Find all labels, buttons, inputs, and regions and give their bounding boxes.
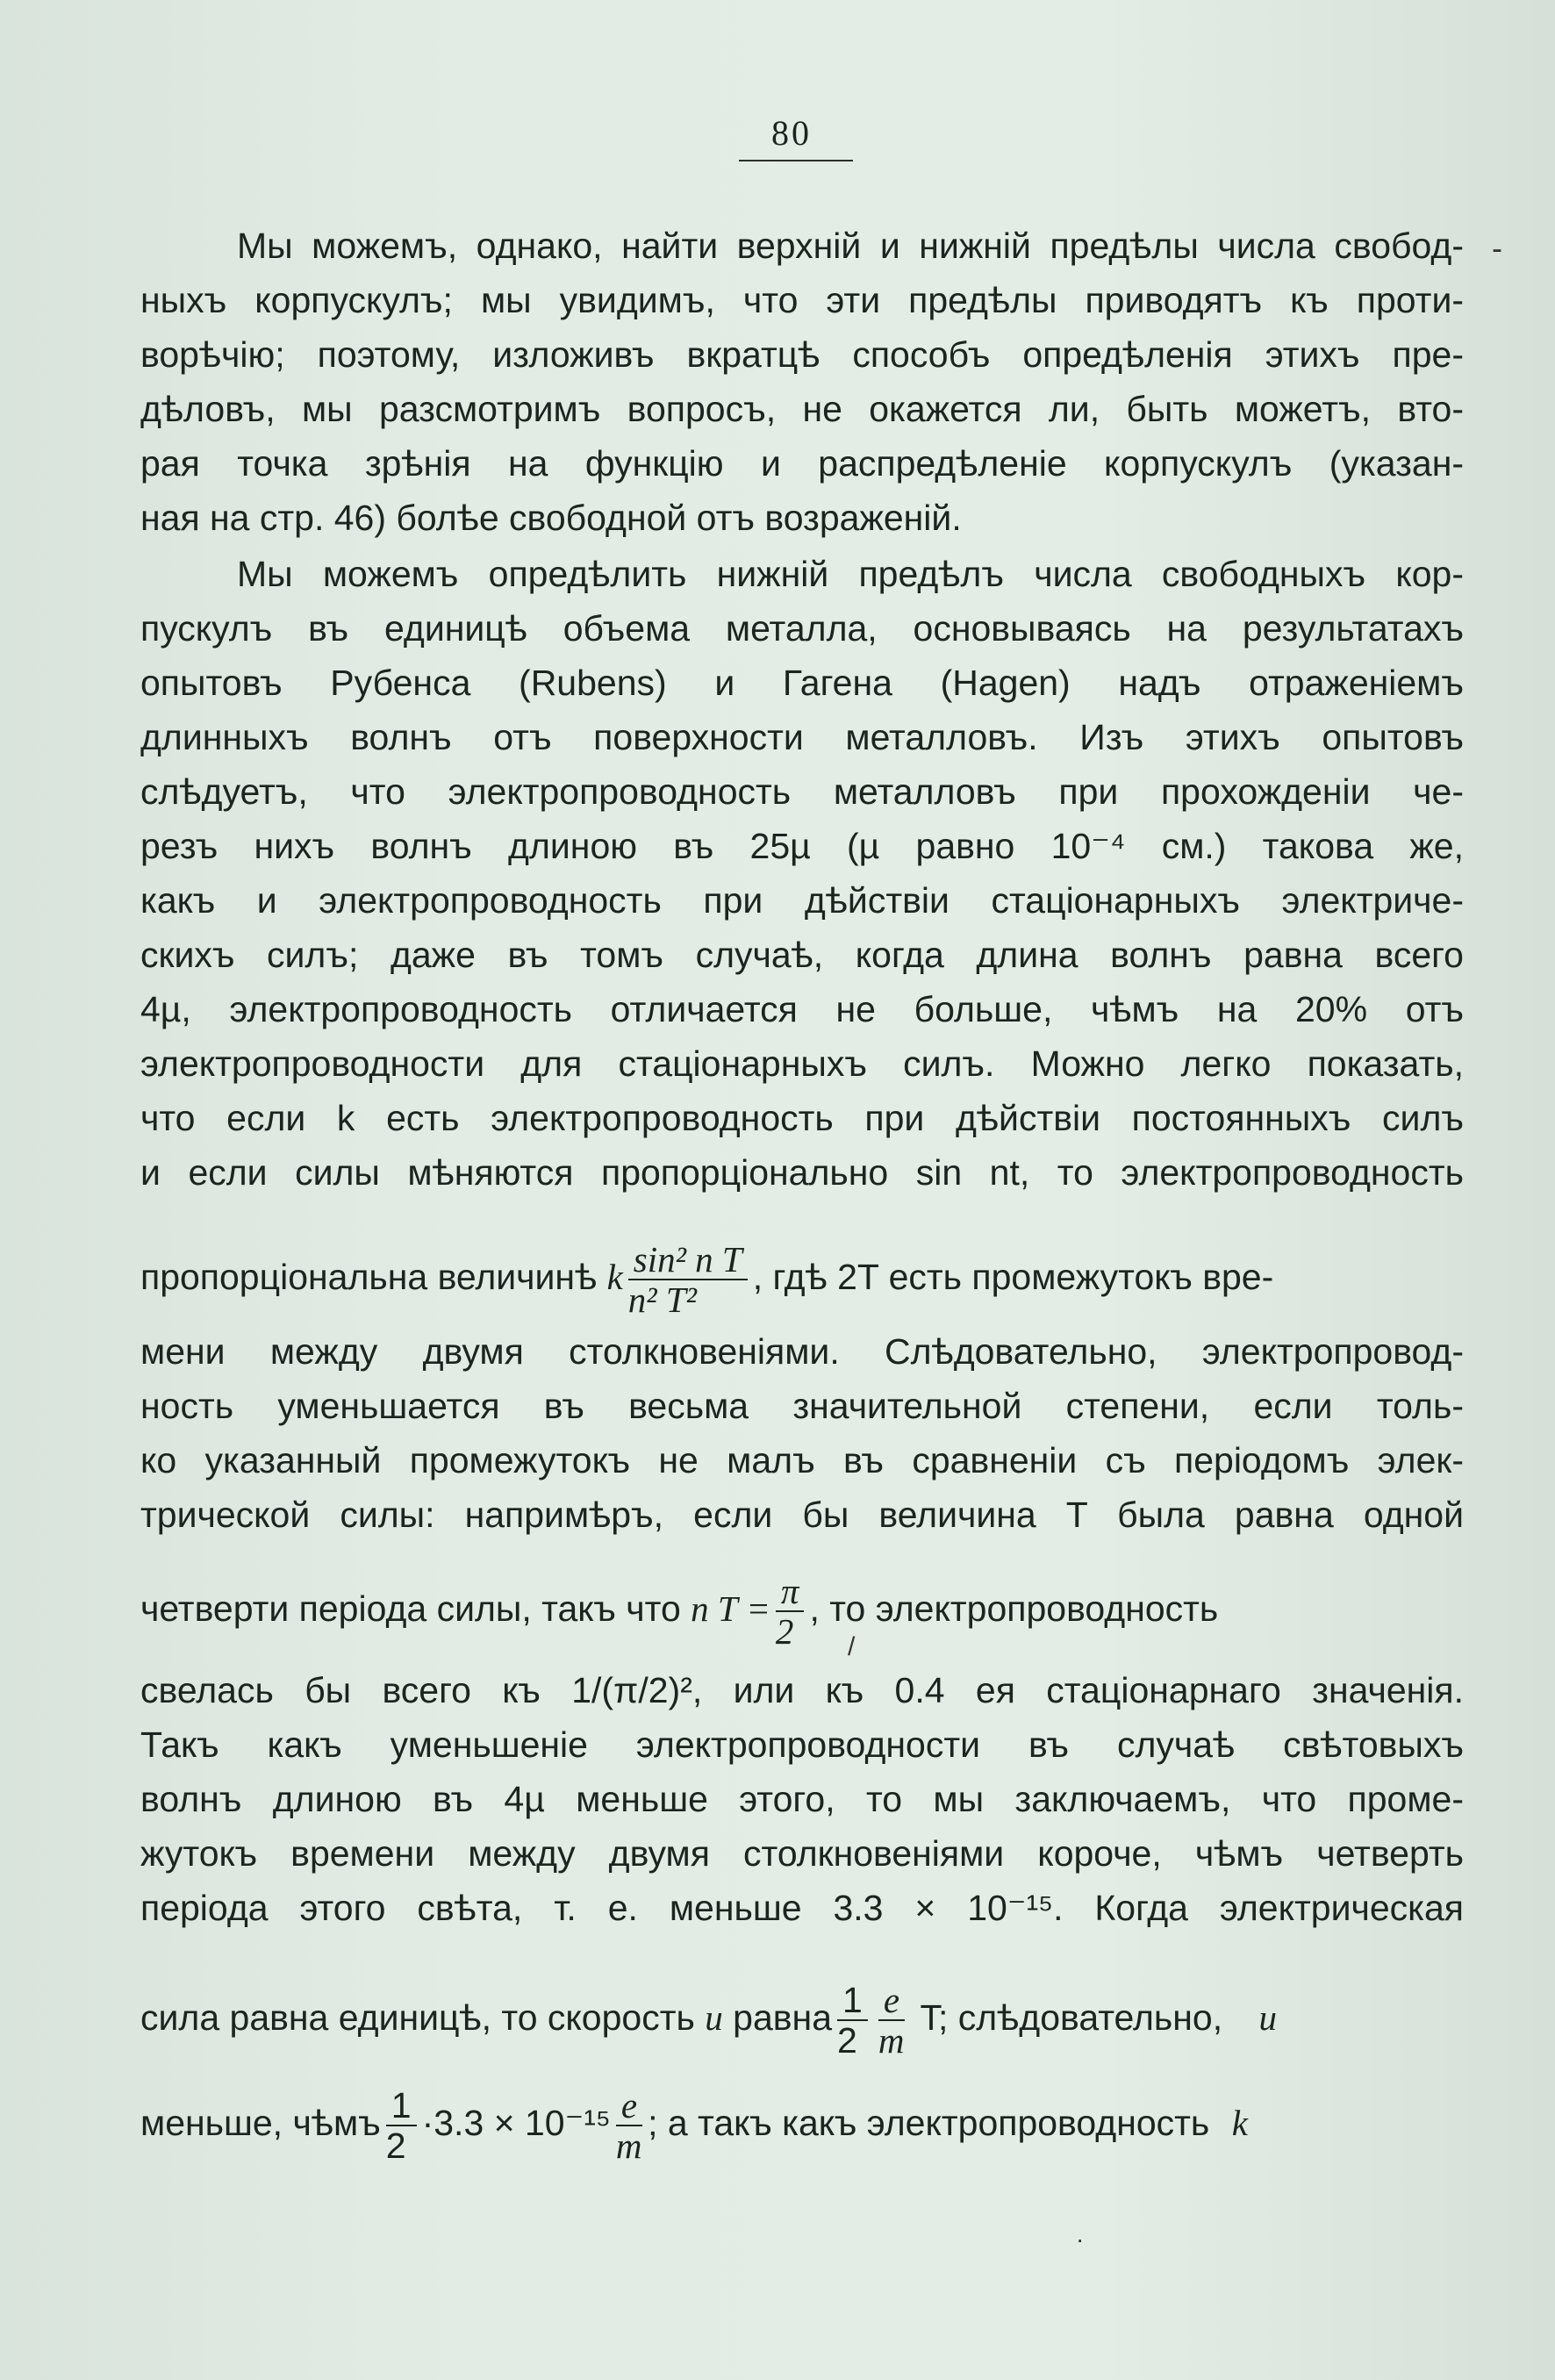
- margin-speck: ‐: [1492, 230, 1502, 266]
- formula-line: [140, 1229, 1464, 1325]
- text-line: 4µ, электропроводность отличается не больше, чѣмъ на 20% отъ: [140, 989, 1464, 1029]
- text-line: резъ нихъ волнъ длиною въ 25µ (µ равно 10⁻⁴ см.) такова же,: [140, 826, 1464, 866]
- text-line: и если силы мѣняются пропорціонально sin nt, то электропроводность: [140, 1152, 1464, 1193]
- text-line: Мы можемъ, однако, найти верхній и нижній предѣлы числа свобод-: [237, 226, 1464, 266]
- math-fraction: [628, 1240, 748, 1319]
- formula-text: четверти періода силы, такъ что: [140, 1588, 681, 1629]
- text-line: ная на стр. 46) болѣе свободной отъ возраженій.: [140, 498, 962, 538]
- math-variable: k: [606, 1257, 623, 1297]
- text-line: пускулъ въ единицѣ объема металла, основываясь на результатахъ: [140, 608, 1464, 649]
- formula-text: меньше, чѣмъ: [140, 2103, 381, 2143]
- formula-text: T; слѣдовательно,: [920, 1997, 1223, 2038]
- math-variable: k: [1231, 2103, 1248, 2143]
- text-line: ность уменьшается въ весьма значительной степени, если толь-: [140, 1386, 1464, 1426]
- math-fraction: [776, 1572, 805, 1651]
- formula-line: [140, 2075, 1464, 2171]
- fraction-denominator: m: [615, 2126, 642, 2167]
- formula-text: ; а такъ какъ электропроводность: [648, 2103, 1210, 2143]
- math-fraction: [878, 1981, 905, 2060]
- text-line: что если k есть электропроводность при дѣйствіи постоянныхъ силъ: [140, 1098, 1464, 1138]
- text-line: трической силы: напримѣръ, если бы величина T была равна одной: [140, 1495, 1464, 1535]
- text-line: свелась бы всего къ 1/(π/2)², или къ 0.4 ея стаціонарнаго значенія.: [140, 1670, 1464, 1710]
- math-fraction: [837, 1981, 868, 2060]
- fraction-denominator: 2: [775, 1611, 794, 1652]
- text-line: ворѣчію; поэтому, изложивъ вкратцѣ способъ опредѣленія этихъ пре-: [140, 334, 1464, 375]
- formula-line: [140, 1560, 1464, 1657]
- fraction-numerator: e: [616, 2086, 642, 2126]
- text-line: длинныхъ волнъ отъ поверхности металловъ. Изъ этихъ опытовъ: [140, 717, 1464, 757]
- text-line: дѣловъ, мы разсмотримъ вопросъ, не окажется ли, быть можетъ, вто-: [140, 389, 1464, 429]
- fraction-numerator: e: [878, 1981, 905, 2021]
- text-line: слѣдуетъ, что электропроводность металловъ при прохожденіи че-: [140, 771, 1464, 812]
- text-line: ко указанный промежутокъ не малъ въ сравненіи съ періодомъ элек-: [140, 1440, 1464, 1480]
- page-number: 80: [771, 113, 812, 153]
- text-line: мени между двумя столкновеніями. Слѣдовательно, электропровод-: [140, 1331, 1464, 1372]
- formula-line: [140, 1969, 1464, 2066]
- formula-text: равна: [733, 1997, 833, 2038]
- text-line: ныхъ корпускулъ; мы увидимъ, что эти предѣлы приводятъ къ проти-: [140, 280, 1464, 320]
- fraction-numerator: π: [776, 1572, 805, 1612]
- fraction-denominator: m: [878, 2020, 905, 2061]
- text-line: скихъ силъ; даже въ томъ случаѣ, когда длина волнъ равна всего: [140, 935, 1464, 975]
- math-fraction: [386, 2086, 417, 2165]
- formula-text: сила равна единицѣ, то скорость: [140, 1997, 695, 2038]
- fraction-denominator: n² T²: [627, 1280, 697, 1321]
- fraction-denominator: 2: [837, 2020, 857, 2061]
- margin-speck: /: [848, 1632, 856, 1661]
- text-line: періода этого свѣта, т. е. меньше 3.3 × 10⁻¹⁵. Когда электрическая: [140, 1888, 1464, 1928]
- text-line: опытовъ Рубенса (Rubens) и Гагена (Hagen) надъ отраженіемъ: [140, 663, 1464, 703]
- text-line: какъ и электропроводность при дѣйствіи стаціонарныхъ электриче-: [140, 880, 1464, 921]
- margin-speck: ·: [1076, 2226, 1085, 2253]
- formula-text: , то электропроводность: [809, 1588, 1219, 1629]
- text-line: волнъ длиною въ 4µ меньше этого, то мы заключаемъ, что проме-: [140, 1779, 1464, 1819]
- math-fraction: [616, 2086, 642, 2165]
- text-line: жутокъ времени между двумя столкновеніями короче, чѣмъ четверть: [140, 1833, 1464, 1874]
- math-variable: u: [705, 1997, 723, 2038]
- math-expression: n T =: [691, 1588, 770, 1629]
- text-line: рая точка зрѣнія на функцію и распредѣленіе корпускулъ (указан-: [140, 443, 1464, 484]
- formula-text: ·3.3 × 10⁻¹⁵: [421, 2103, 611, 2143]
- text-line: электропроводности для стаціонарныхъ силъ. Можно легко показать,: [140, 1043, 1464, 1084]
- fraction-numerator: 1: [386, 2086, 417, 2126]
- page-number-rule: [739, 160, 853, 161]
- text-line: Мы можемъ опредѣлить нижній предѣлъ числа свободныхъ кор-: [237, 554, 1464, 594]
- formula-text: пропорціональна величинѣ: [140, 1257, 598, 1297]
- fraction-numerator: 1: [837, 1981, 868, 2021]
- text-line: Такъ какъ уменьшеніе электропроводности въ случаѣ свѣтовыхъ: [140, 1724, 1464, 1765]
- formula-text: , гдѣ 2T есть промежутокъ вре-: [752, 1257, 1274, 1297]
- fraction-numerator: sin² n T: [628, 1240, 748, 1280]
- fraction-denominator: 2: [385, 2126, 406, 2167]
- math-variable: u: [1258, 1997, 1277, 2038]
